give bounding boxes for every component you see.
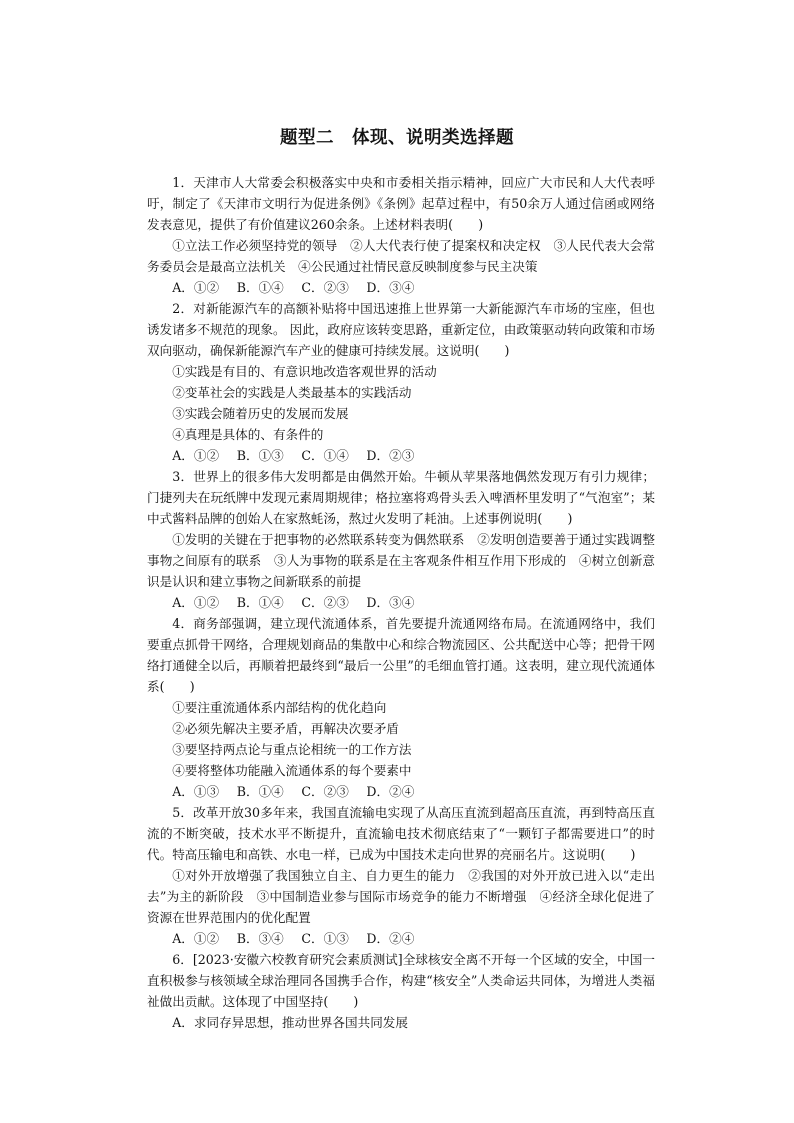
choice-c[interactable]: C．①④ <box>301 448 349 463</box>
question-6 <box>147 949 655 1033</box>
answer-choices <box>147 781 655 802</box>
question-list <box>147 172 655 1033</box>
question-stem: 1．天津市人大常委会积极落实中央和市委相关指示精神，回应广大市民和人大代表呼吁，制定了《天津市文明行为促进条例》《条例》起草过程中，有50余万人通过信函或网络发表意见，提供了有价值建议260余条。上述材料表明( ) <box>147 175 655 232</box>
choice-b[interactable]: B．①④ <box>236 595 284 610</box>
choice-a[interactable]: A．①② <box>172 595 220 610</box>
question-stem: 3．世界上的很多伟大发明都是由偶然开始。牛顿从苹果落地偶然发现万有引力规律；门捷列夫在玩纸牌中发现元素周期规律；格拉塞将鸡骨头丢入啤酒杯里发明了“气泡室”；某中式酱料品牌的创始人在家熬蚝汤，熬过火发明了耗油。上述事例说明( ) <box>147 469 655 526</box>
choice-d[interactable]: D．③④ <box>366 280 415 295</box>
question-option: ④真理是具体的、有条件的 <box>172 427 324 442</box>
choice-c[interactable]: C．②③ <box>301 784 349 799</box>
choice-b[interactable]: B．①④ <box>236 280 284 295</box>
choice-b[interactable]: B．①④ <box>236 784 284 799</box>
question-1 <box>147 172 655 298</box>
choice-d[interactable]: D．③④ <box>366 595 415 610</box>
question-option: ①要注重流通体系内部结构的优化趋向 <box>172 700 387 715</box>
choice-a[interactable]: A．①② <box>172 448 220 463</box>
choice-b[interactable]: B．①③ <box>236 448 284 463</box>
question-option: ②变革社会的实践是人类最基本的实践活动 <box>172 385 412 400</box>
question-options: ①立法工作必须坚持党的领导 ②人大代表行使了提案权和决定权 ③人民代表大会常务委员会是最高立法机关 ④公民通过社情民意反映制度参与民主决策 <box>147 238 655 274</box>
question-2 <box>147 298 655 466</box>
question-option: ①实践是有目的、有意识地改造客观世界的活动 <box>172 364 437 379</box>
choice-b[interactable]: B．③④ <box>236 931 284 946</box>
question-option: ②必须先解决主要矛盾，再解决次要矛盾 <box>172 721 399 736</box>
answer-choices <box>147 445 655 466</box>
question-stem: 4．商务部强调，建立现代流通体系，首先要提升流通网络布局。在流通网络中，我们要重点抓骨干网络，合理规划商品的集散中心和综合物流园区、公共配送中心等；把骨干网络打通健全以后，再顺着把最终到“最后一公里”的毛细血管打通。这表明，建立现代流通体系( ) <box>147 616 655 694</box>
question-options: ①发明的关键在于把事物的必然联系转变为偶然联系 ②发明创造要善于通过实践调整事物之间原有的联系 ③人为事物的联系是在主客观条件相互作用下形成的 ④树立创新意识是认识和建立事物之间新联系的前提 <box>147 532 655 589</box>
question-stem: 6．[2023·安徽六校教育研究会素质测试]全球核安全离不开每一个区域的安全，中国一直积极参与核领域全球治理同各国携手合作，构建“核安全”人类命运共同体，为增进人类福祉做出贡献。这体现了中国坚持( ) <box>147 952 655 1009</box>
question-stem: 5．改革开放30多年来，我国直流输电实现了从高压直流到超高压直流，再到特高压直流的不断突破，技术水平不断提升，直流输电技术彻底结束了“一颗钉子都需要进口”的时代。特高压输电和高铁、水电一样，已成为中国技术走向世界的亮丽名片。这说明( ) <box>147 805 655 862</box>
question-options: ①对外开放增强了我国独立自主、自力更生的能力 ②我国的对外开放已进入以“走出去”为主的新阶段 ③中国制造业参与国际市场竞争的能力不断增强 ④经济全球化促进了资源在世界范围内的优化配置 <box>147 868 655 925</box>
question-option: ③要坚持两点论与重点论相统一的工作方法 <box>172 742 412 757</box>
question-option: ④要将整体功能融入流通体系的每个要素中 <box>172 763 412 778</box>
answer-choices <box>147 928 655 949</box>
question-3 <box>147 466 655 613</box>
choice-c[interactable]: C．①③ <box>301 931 349 946</box>
page-title: 题型二 体现、说明类选择题 <box>280 128 514 148</box>
choice-a[interactable]: A．①③ <box>172 784 220 799</box>
answer-choices <box>147 592 655 613</box>
question-stem: 2．对新能源汽车的高额补贴将中国迅速推上世界第一大新能源汽车市场的宝座，但也诱发诸多不规范的现象。 因此，政府应该转变思路，重新定位，由政策驱动转向政策和市场双向驱动，确保新能源汽车产业的健康可持续发展。这说明( ) <box>147 301 655 358</box>
question-5 <box>147 802 655 949</box>
answer-choices <box>147 277 655 298</box>
question-4 <box>147 613 655 802</box>
choice-d[interactable]: D．②④ <box>366 931 415 946</box>
choice-d[interactable]: D．②④ <box>366 784 415 799</box>
choice-a[interactable]: A．①② <box>172 280 220 295</box>
choice-a[interactable]: A．求同存异思想，推动世界各国共同发展 <box>172 1015 408 1030</box>
choice-c[interactable]: C．②③ <box>301 280 349 295</box>
choice-a[interactable]: A．①② <box>172 931 220 946</box>
choice-c[interactable]: C．②③ <box>301 595 349 610</box>
choice-d[interactable]: D．②③ <box>366 448 415 463</box>
question-option: ③实践会随着历史的发展而发展 <box>172 406 349 421</box>
